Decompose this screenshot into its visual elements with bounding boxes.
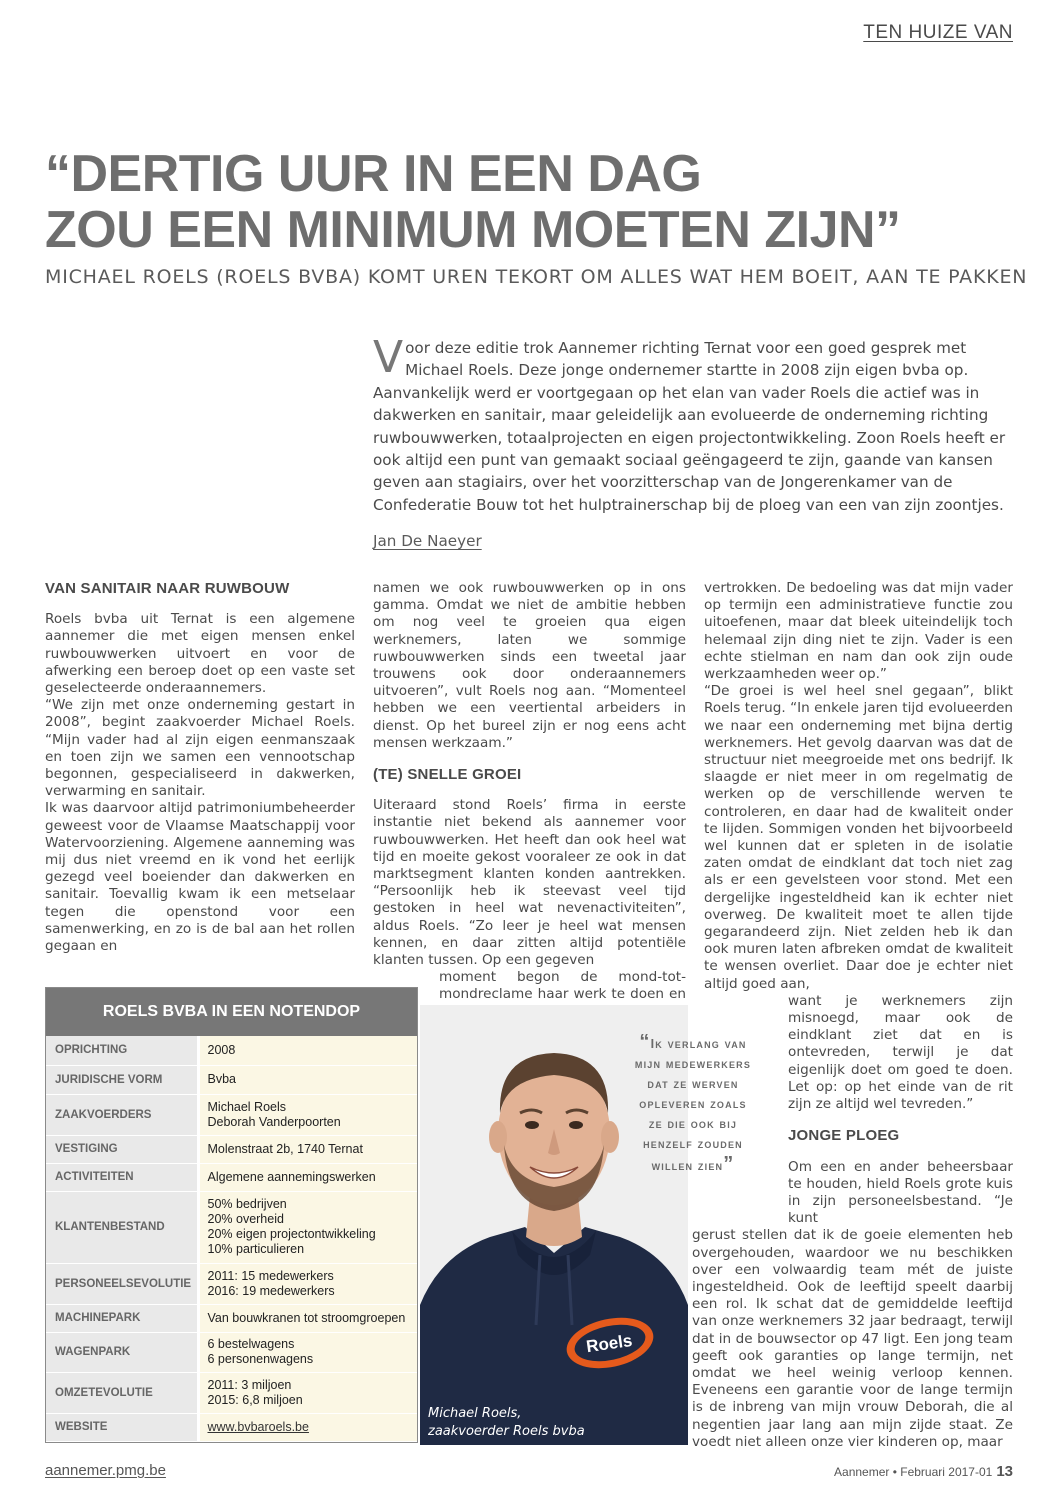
fact-key: ZAAKVOERDERS	[46, 1094, 198, 1135]
headline-line-1: “DERTIG UUR IN EEN DAG	[45, 145, 702, 203]
section-heading: VAN SANITAIR NAAR RUWBOUW	[45, 580, 290, 597]
fact-box	[45, 987, 418, 1443]
fact-row	[46, 1372, 417, 1413]
pull-quote	[618, 1032, 768, 1176]
paragraph: Uiteraard stond Roels’ firma in eerste instantie niet bekend als aannemer voor ruwbouwwerken. Het heeft dan ook heel wat tijd en moeite gekost vooraleer ze ook in dat marktsegment klanten konden aantrekken. “Persoonlijk heb ik steevast veel tijd gestoken in heel wat nevenactiviteiten”, aldus Roels. “Zo leer je heel wat mensen kennen, en daar zitten altijd potentiële klanten tussen. Op een gegeven	[373, 797, 686, 969]
fact-key: WAGENPARK	[46, 1332, 198, 1372]
quote-line-text: willen zien	[651, 1159, 724, 1173]
headline	[45, 146, 1025, 258]
intro-text: oor deze editie trok Aannemer richting Ternat voor een goed gesprek met Michael Roels. Deze jonge ondernemer startte in 2008 zijn eigen bvba op. Aanvankelijk werd er voortgegaan op het elan van vader Roels die actief was in dakwerken en sanitair, maar geleidelijk aan evolueerde de onderneming richting ruwbouwwerken, totaalprojecten en eigen projectontwikkeling. Zoon Roels heeft er ook altijd een punt van gemaakt sociaal geëngageerd te zijn, gaande van kansen geven aan stagiairs, over het voorzitterschap van de Jongerenkamer van de Confederatie Bouw tot het hulptrainerschap bij de ploeg van een van zijn zoontjes.	[373, 339, 1006, 514]
fact-key: WEBSITE	[46, 1413, 198, 1441]
fact-key: OMZETEVOLUTIE	[46, 1372, 198, 1413]
section-heading: JONGE PLOEG	[788, 1127, 900, 1145]
quote-line: dat ze werven	[647, 1077, 739, 1091]
quote-open-mark: “	[639, 1031, 651, 1053]
photo-caption	[428, 1405, 585, 1441]
paragraph: moment begon de mond-tot-mondreclame haar werk te doen en	[439, 969, 686, 1003]
fact-value-line: Bvba	[207, 1072, 236, 1086]
fact-row	[46, 1304, 417, 1332]
fact-key: ACTIVITEITEN	[46, 1163, 198, 1191]
fact-row	[46, 1413, 417, 1441]
paragraph: gerust stellen dat ik de goeie elementen heb overgehouden, waardoor we nu beschikken over een volwaardig team mét de juiste ingesteldheid. Ook de leeftijd speelt daarbij een rol. Ik schat dat de gemiddelde leeftijd van onze werknemers 32 jaar bedraagt, terwijl dat in de bouwsector op 47 ligt. Een jong team geeft ook garanties op lange termijn, net omdat we heel weinig verloop kennen. Eveneens een garantie voor de lange termijn is de inbreng van mijn vrouw Deborah, die al negentien jaar lang aan mijn zijde staat. Ze voedt niet alleen onze vier kinderen op, maar	[692, 1227, 1013, 1450]
quote-line	[618, 1154, 768, 1176]
quote-line: henzelf zouden	[643, 1137, 743, 1151]
fact-value-line: Michael Roels	[207, 1099, 287, 1114]
fact-value	[198, 1036, 417, 1065]
fact-value-line: 10% particulieren	[207, 1242, 305, 1256]
fact-value-line: Molenstraat 2b, 1740 Ternat	[207, 1141, 363, 1156]
fact-value-line: 20% overheid	[207, 1212, 284, 1226]
fact-key: MACHINEPARK	[46, 1304, 198, 1332]
page-number: 13	[996, 1463, 1013, 1480]
fact-value-line: 20% eigen projectontwikkeling	[207, 1227, 376, 1241]
paragraph: want je werknemers zijn misnoegd, maar ook de eindklant ziet dat en is ontevreden, terwijl je dat eigenlijk doet om goed te doen. Let op: op het einde van de rit zijn ze altijd wel tevreden.”	[788, 992, 1013, 1113]
dropcap: V	[373, 332, 404, 383]
fact-value	[198, 1332, 417, 1372]
fact-value	[198, 1065, 417, 1094]
paragraph: Om een en ander beheersbaar te houden, hield Roels grote kuis in zijn personeelsbestand. “Je kunt	[788, 1158, 1013, 1227]
quote-line	[618, 1032, 768, 1054]
intro-paragraph	[373, 332, 1013, 516]
fact-value-line: 6 bestelwagens	[207, 1337, 295, 1351]
article-column-2	[373, 580, 686, 1021]
quote-close-mark: ”	[723, 1153, 735, 1175]
fact-value-line: 50% bedrijven	[207, 1197, 287, 1211]
fact-key: KLANTENBESTAND	[46, 1191, 198, 1263]
fact-row	[46, 1036, 417, 1065]
fact-value	[198, 1413, 417, 1441]
fact-key: PERSONEELSEVOLUTIE	[46, 1263, 198, 1304]
paragraph: “De groei is wel heel snel gegaan”, blikt Roels terug. “In enkele jaren tijd evolueerden we naar een onderneming met bijna dertig werknemers. Het gevolg daarvan was dat de structuur niet meegroeide met ons bedrijf. Ik slaagde er niet meer in om regelmatig de werken op de verschillende werven te controleren, en daar had de kwaliteit onder te lijden. Sommigen vonden het bijvoorbeeld wel kunnen dat er spleten in de isolatie zaten omdat de eindklant dat toch niet zag als er een gevelsteen voor stond. Met een dergelijke ingesteldheid kan ik echter niet overweg. De kwaliteit moet te allen tijde gegarandeerd zijn. Niet zelden heb ik dan ook muren laten afbreken omdat de kwaliteit te wensen overliet. Daar doe je echter niet altijd goed aan,	[704, 683, 1013, 992]
fact-row	[46, 1163, 417, 1191]
paragraph: “We zijn met onze onderneming gestart in 2008”, begint zaakvoerder Michael Roels. “Mijn vader had al zijn eigen eenmanszaak en toen zijn we samen een vennootschap begonnen, gespecialiseerd in dakwerken, verwarming en sanitair.	[45, 697, 355, 800]
article-column-1	[45, 580, 355, 955]
fact-row	[46, 1191, 417, 1263]
fact-value	[198, 1191, 417, 1263]
author-byline: Jan De Naeyer	[373, 532, 482, 550]
fact-value-line: 2011: 15 medewerkers	[207, 1268, 334, 1283]
paragraph: vertrokken. De bedoeling was dat mijn vader op termijn een administratieve functie zou uitoefenen, maar dat bleek uiteindelijk toch helemaal zijn ding niet te zijn. Vader is een echte stielman en nam dan ook zijn oude werkzaamheden weer op.”	[704, 580, 1013, 683]
footer-issue	[834, 1463, 1013, 1480]
caption-line-1: Michael Roels,	[428, 1406, 522, 1421]
fact-box-title: ROELS BVBA IN EEN NOTENDOP	[46, 988, 417, 1036]
section-heading: (TE) SNELLE GROEI	[373, 766, 522, 784]
fact-key: OPRICHTING	[46, 1036, 198, 1065]
fact-table	[46, 1036, 417, 1442]
fact-value-line: Algemene aannemingswerken	[207, 1169, 376, 1184]
fact-value-line: Van bouwkranen tot stroomgroepen	[207, 1310, 406, 1325]
fact-value-line: 2011: 3 miljoen	[207, 1377, 292, 1392]
quote-line: mijn medewerkers	[634, 1057, 752, 1071]
fact-value-line: 2016: 19 medewerkers	[207, 1283, 335, 1298]
quote-line: opleveren zoals	[639, 1097, 747, 1111]
fact-value	[198, 1304, 417, 1332]
fact-row	[46, 1263, 417, 1304]
paragraph: Roels bvba uit Ternat is een algemene aannemer die met eigen mensen enkel ruwbouwwerken uitvoert en voor de afwerking een beroep doet op een vaste set geselecteerde onderaannemers.	[45, 611, 355, 697]
issue-label: Aannemer • Februari 2017-01	[834, 1465, 993, 1479]
fact-value-line: Deborah Vanderpoorten	[207, 1114, 341, 1129]
fact-value-line: 2008	[207, 1042, 236, 1057]
fact-value	[198, 1263, 417, 1304]
fact-row	[46, 1332, 417, 1372]
hoodie-logo-text: Roels	[584, 1330, 634, 1357]
quote-line: ze die ook bij	[648, 1117, 738, 1131]
caption-line-2: zaakvoerder Roels bvba	[428, 1424, 585, 1439]
fact-value	[198, 1163, 417, 1191]
fact-key: VESTIGING	[46, 1135, 198, 1163]
fact-row	[46, 1094, 417, 1135]
footer-website[interactable]: aannemer.pmg.be	[45, 1462, 166, 1479]
fact-row	[46, 1065, 417, 1094]
fact-value	[198, 1094, 417, 1135]
fact-value	[198, 1135, 417, 1163]
fact-value-line: 2015: 6,8 miljoen	[207, 1392, 303, 1407]
fact-value	[198, 1372, 417, 1413]
fact-row	[46, 1135, 417, 1163]
section-tag: TEN HUIZE VAN	[863, 22, 1013, 43]
fact-value-line: 6 personenwagens	[207, 1352, 314, 1366]
website-link[interactable]: www.bvbaroels.be	[207, 1419, 309, 1434]
paragraph: Ik was daarvoor altijd patrimoniumbeheerder geweest voor de Vlaamse Maatschappij voor Watervoorziening. Algemene aanneming was mij dus niet vreemd en ik vond het eerlijk gezegd veel boeiender dan dakwerken en sanitair. Toevallig kwam ik een metselaar tegen die openstond voor een samenwerking, en zo is de bal aan het rollen gegaan en	[45, 800, 355, 955]
subtitle: MICHAEL ROELS (ROELS BVBA) KOMT UREN TEKORT OM ALLES WAT HEM BOEIT, AAN TE PAKKEN	[45, 266, 1028, 288]
fact-key: JURIDISCHE VORM	[46, 1065, 198, 1094]
quote-line-text: Ik verlang van	[650, 1037, 747, 1051]
headline-line-2: ZOU EEN MINIMUM MOETEN ZIJN”	[45, 201, 901, 259]
paragraph: namen we ook ruwbouwwerken op in ons gamma. Omdat we niet de ambitie hebben om nog veel te groeien qua eigen werknemers, laten we sommige ruwbouwwerken sinds een tweetal jaar trouwens ook door onderaannemers uitvoeren”, vult Roels nog aan. “Momenteel hebben we een veertiental arbeiders in dienst. Op het bureel zijn er nog eens acht mensen werkzaam.”	[373, 580, 686, 751]
